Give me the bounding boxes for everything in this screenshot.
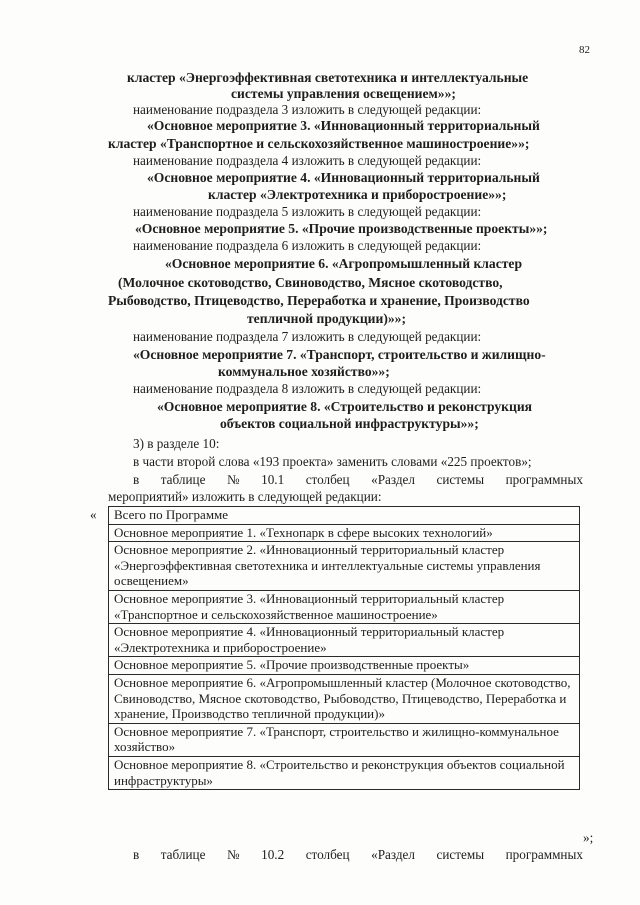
text-line: 3) в разделе 10: (133, 436, 220, 451)
word: в (133, 847, 140, 862)
table-cell: Всего по Программе (109, 507, 580, 525)
text-line: кластер «Электротехника и приборостроение»»; (208, 187, 507, 202)
text-line: тепличной продукции)»»; (247, 311, 406, 326)
table-row (109, 524, 580, 542)
word: в (133, 472, 140, 487)
text-line: наименование подраздела 3 изложить в следующей редакции: (133, 102, 482, 117)
text-line: «Основное мероприятие 6. «Агропромышленный кластер (165, 256, 523, 271)
text-line: (Молочное скотоводство, Свиноводство, Мясное скотоводство, (118, 275, 503, 290)
table-close-quote: »; (583, 830, 594, 845)
text-line: наименование подраздела 8 изложить в следующей редакции: (133, 381, 482, 396)
text-line: наименование подраздела 5 изложить в следующей редакции: (133, 204, 482, 219)
table-cell: Основное мероприятие 2. «Инновационный территориальный кластер «Энергоэффективная светотехника и интеллектуальные системы управления освещением» (109, 542, 580, 591)
word: № (226, 847, 240, 862)
table-cell: Основное мероприятие 5. «Прочие производственные проекты» (109, 657, 580, 675)
text-line: мероприятий» изложить в следующей редакции: (108, 489, 382, 504)
text-line: кластер «Энергоэффективная светотехника и интеллектуальные (127, 70, 529, 85)
word: системы (436, 847, 485, 862)
table-cell: Основное мероприятие 7. «Транспорт, строительство и жилищно-коммунальное хозяйство» (109, 723, 580, 756)
text-line: «Основное мероприятие 5. «Прочие производственные проекты»»; (135, 221, 548, 236)
table-cell: Основное мероприятие 4. «Инновационный территориальный кластер «Электротехника и приборостроение» (109, 624, 580, 657)
table-cell: Основное мероприятие 3. «Инновационный территориальный кластер «Транспортное и сельскохозяйственное машиностроение» (109, 590, 580, 623)
table-row (109, 723, 580, 756)
text-line: в части второй слова «193 проекта» заменить словами «225 проектов»; (133, 454, 532, 469)
text-line: наименование подраздела 6 изложить в следующей редакции: (133, 238, 482, 253)
text-line: «Основное мероприятие 7. «Транспорт, строительство и жилищно- (133, 347, 546, 362)
text-line: наименование подраздела 7 изложить в следующей редакции: (133, 329, 482, 344)
text-line: объектов социальной инфраструктуры»»; (220, 416, 479, 431)
word: столбец (305, 847, 350, 862)
table-row (109, 590, 580, 623)
justified-line (133, 472, 583, 487)
page-number: 82 (579, 44, 590, 56)
table-row (109, 542, 580, 591)
table-row (109, 507, 580, 525)
table-cell: Основное мероприятие 1. «Технопарк в сфере высоких технологий» (109, 524, 580, 542)
table-row (109, 756, 580, 789)
word: «Раздел (371, 847, 415, 862)
table-open-quote: « (90, 507, 97, 522)
text-line: коммунальное хозяйство»»; (218, 364, 390, 379)
table-row (109, 657, 580, 675)
programme-table (108, 506, 580, 790)
justified-line (133, 847, 583, 862)
text-line: «Основное мероприятие 4. «Инновационный территориальный (147, 170, 540, 185)
text-line: системы управления освещением»»; (231, 86, 456, 101)
text-line: «Основное мероприятие 8. «Строительство и реконструкция (157, 399, 533, 414)
table-cell: Основное мероприятие 8. «Строительство и реконструкция объектов социальной инфраструктуры» (109, 756, 580, 789)
word: таблице (160, 472, 206, 487)
word: столбец (305, 472, 350, 487)
word: 10.2 (261, 847, 285, 862)
text-line: наименование подраздела 4 изложить в следующей редакции: (133, 153, 482, 168)
text-line: Рыбоводство, Птицеводство, Переработка и хранение, Производство (108, 293, 530, 308)
word: «Раздел (371, 472, 415, 487)
table-row (109, 674, 580, 723)
word: системы (436, 472, 485, 487)
table-cell: Основное мероприятие 6. «Агропромышленный кластер (Молочное скотоводство, Свиноводство, Мясное скотоводство, Рыбоводство, Птицеводство, Переработка и хранение, Производство тепличной продукции)» (109, 674, 580, 723)
text-line: «Основное мероприятие 3. «Инновационный территориальный (147, 118, 540, 133)
word: программных (505, 847, 583, 862)
word: 10.1 (261, 472, 285, 487)
word: программных (505, 472, 583, 487)
table-row (109, 624, 580, 657)
word: таблице (160, 847, 206, 862)
word: № (226, 472, 240, 487)
text-line: кластер «Транспортное и сельскохозяйственное машиностроение»»; (108, 136, 530, 151)
